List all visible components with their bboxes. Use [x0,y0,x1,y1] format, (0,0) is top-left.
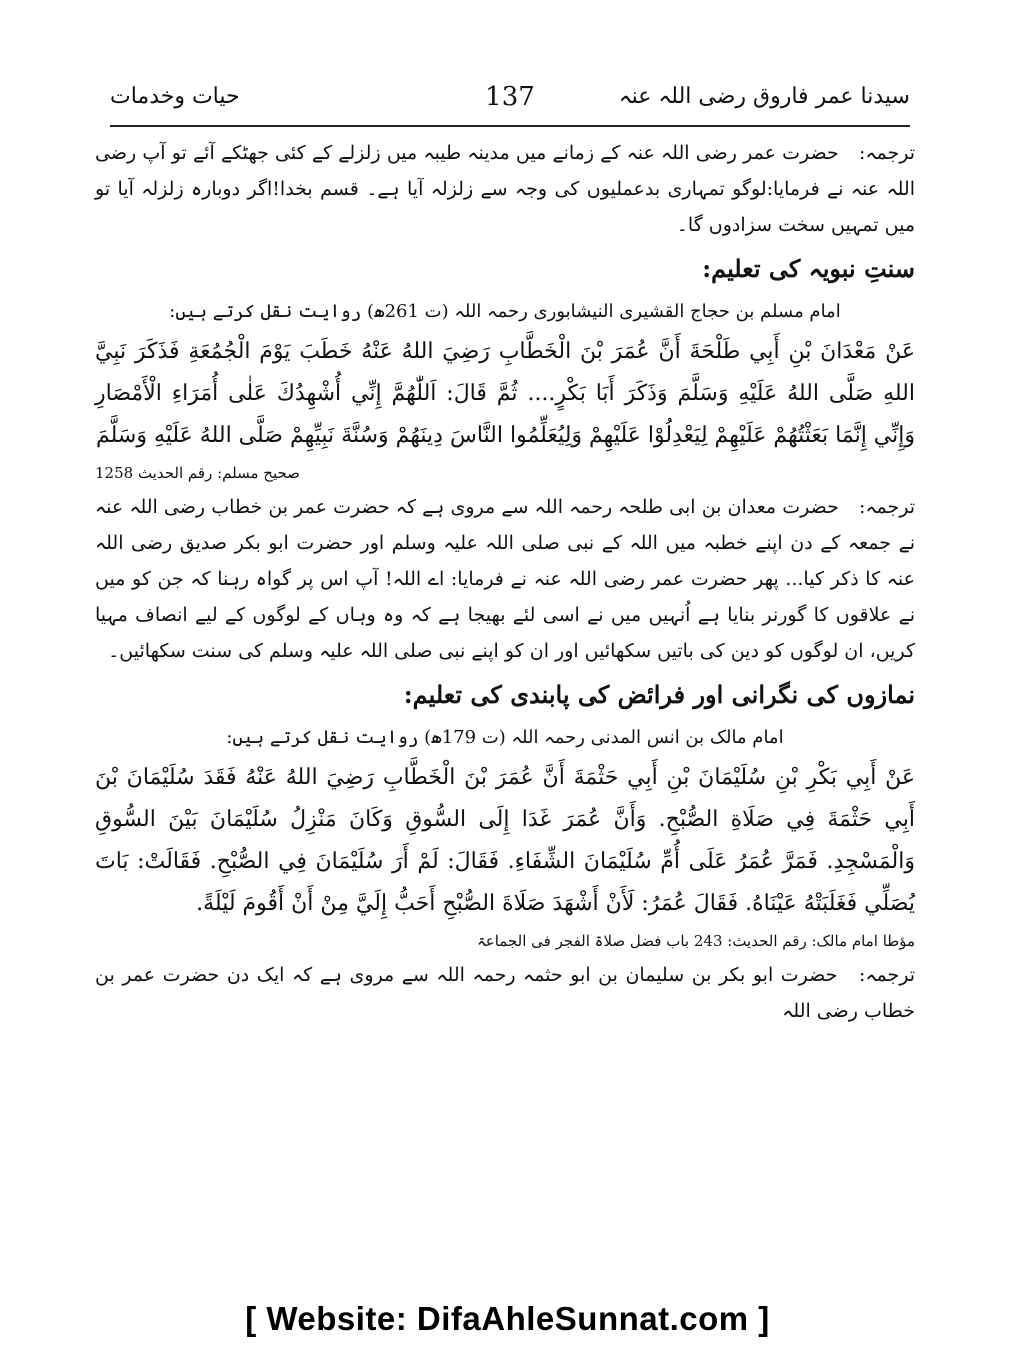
translation-text-2: حضرت معدان بن ابی طلحہ رحمہ اللہ سے مروی ہے کہ حضرت عمر بن خطاب رضی اللہ عنہ نے جمعہ کے دن اپنے خطبہ میں اللہ کے نبی صلی اللہ علیہ وسلم اور حضرت ابو بکر صدیق رضی اللہ عنہ کا ذکر کیا... پھر حضرت عمر رضی اللہ عنہ نے فرمایا: اے اللہ! آپ اس پر گواہ رہنا کہ جن کو میں نے علاقوں کا گورنر بنایا ہے اُنہیں میں نے اسی لئے بھیجا ہے کہ وہ وہاں کے لوگوں کے لیے انصاف مہیا کریں، ان لوگوں کو دین کی باتیں سکھائیں اور ان کو اپنے نبی صلی اللہ علیہ وسلم کی سنت سکھائیں۔ [95,496,915,662]
book-title: حیات وخدمات [110,84,240,109]
translation-paragraph-2 [95,489,915,669]
translation-paragraph-3 [95,957,915,1029]
narration-intro-malik: امام مالک بن انس المدنی رحمہ اللہ (ت 179ھ) روایت نقل کرتے ہیں: [226,727,784,748]
arabic-hadith-1: عَنْ مَعْدَانَ بْنِ أَبِي طَلْحَةَ أَنَّ عُمَرَ بْنَ الْخَطَّابِ رَضِيَ اللهُ عَنْهُ خَطَبَ يَوْمَ الْجُمُعَةِ فَذَكَرَ نَبِيَّ اللهِ صَلَّى اللهُ عَلَيْهِ وَسَلَّمَ وَذَكَرَ أَبَا بَكْرٍ.... ثُمَّ قَالَ: اَللّٰهُمَّ إِنِّي أُشْهِدُكَ عَلٰى أُمَرَاءِ الْأَمْصَارِ وَإِنِّي إِنَّمَا بَعَثْتُهُمْ عَلَيْهِمْ لِيَعْدِلُوْا عَلَيْهِمْ وَلِيُعَلِّمُوا النَّاسَ دِينَهُمْ وَسُنَّةَ نَبِيِّهِمْ صَلَّى اللهُ عَلَيْهِ وَسَلَّمَ [95,339,915,448]
hadith-reference-2: مؤطا امام مالک: رقم الحدیث: 243 باب فضل صلاۃ الفجر فی الجماعۃ [477,932,915,950]
page-body [95,135,915,1029]
translation-label: ترجمہ: [858,964,916,986]
section-heading-prayers: نمازوں کی نگرانی اور فرائض کی پابندی کی تعلیم: [403,680,915,709]
page-header [110,80,910,120]
translation-label: ترجمہ: [858,496,915,518]
website-footer[interactable] [0,1300,1015,1338]
chapter-title: سیدنا عمر فاروق رضی اللہ عنہ [618,84,910,109]
website-link[interactable]: [ Website: DifaAhleSunnat.com ] [245,1300,770,1337]
section-heading-sunnah: سنتِ نبویہ کی تعلیم: [702,254,915,283]
translation-text-3: حضرت ابو بکر بن سلیمان بن ابو حثمہ رحمہ اللہ سے مروی ہے کہ ایک دن حضرت عمر بن خطاب رضی اللہ [95,964,915,1022]
arabic-hadith-2: عَنْ أَبِي بَكْرِ بْنِ سُلَيْمَانَ بْنِ أَبِي حَثْمَةَ أَنَّ عُمَرَ بْنَ الْخَطَّابِ رَضِيَ اللهُ عَنْهُ فَقَدَ سُلَيْمَانَ بْنَ أَبِي حَثْمَةَ فِي صَلَاةِ الصُّبْحِ. وَأَنَّ عُمَرَ غَدَا إِلَى السُّوقِ وَكَانَ مَنْزِلُ سُلَيْمَانَ بَيْنَ السُّوقِ وَالْمَسْجِدِ. فَمَرَّ عُمَرُ عَلَى أُمِّ سُلَيْمَانَ الشِّفَاءِ. فَقَالَ: لَمْ أَرَ سُلَيْمَانَ فِي الصُّبْحِ. فَقَالَتْ: بَاتَ يُصَلِّي فَغَلَبَتْهُ عَيْنَاهُ. فَقَالَ عُمَرُ: لَأَنْ أَشْهَدَ صَلَاةَ الصُّبْحِ أَحَبُّ إِلَيَّ مِنْ أَنْ أَقُومَ لَيْلَةً. [95,765,915,916]
narration-intro-muslim: امام مسلم بن حجاج القشیری النیشابوری رحمہ اللہ (ت 261ھ) روایت نقل کرتے ہیں: [169,301,841,322]
header-divider [110,125,910,127]
hadith-reference-1: صحیح مسلم: رقم الحدیث 1258 [95,464,300,482]
translation-paragraph-1 [95,135,915,243]
page-number: 137 [485,82,535,112]
translation-label: ترجمہ: [858,142,915,164]
translation-text-1: حضرت عمر رضی اللہ عنہ کے زمانے میں مدینہ طیبہ میں زلزلے کے کئی جھٹکے آئے تو آپ رضی اللہ عنہ نے فرمایا:لوگو تمہاری بدعملیوں کی وجہ سے زلزلہ آیا ہے۔ قسم بخدا!اگر دوبارہ زلزلہ آیا تو میں تمہیں سخت سزادوں گا۔ [95,142,915,236]
